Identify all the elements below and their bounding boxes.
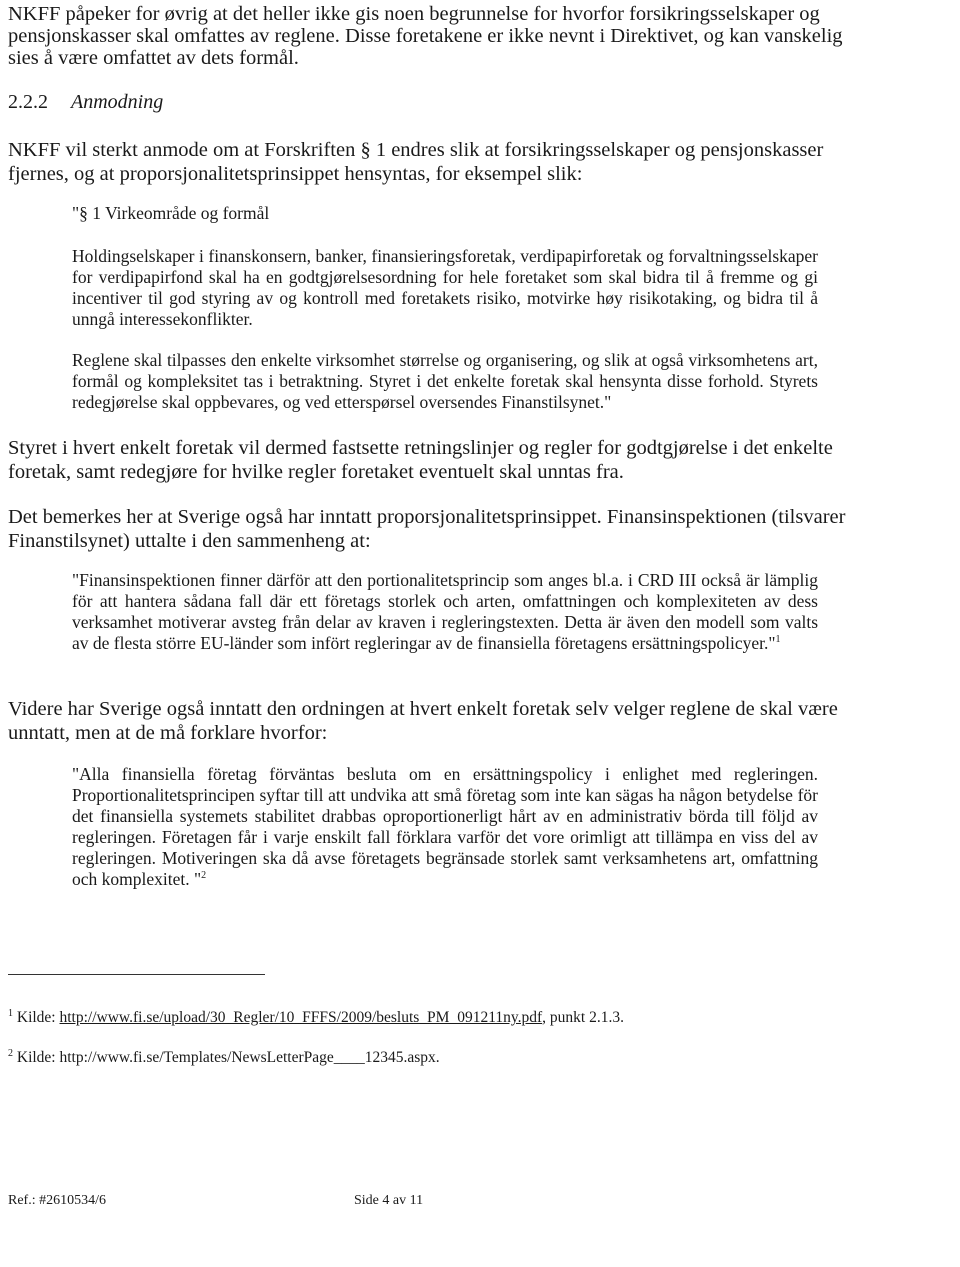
section-number: 2.2.2 xyxy=(8,91,48,113)
sweden2-line-2: unntatt, men at de må forklare hvorfor: xyxy=(8,722,328,744)
board-line-2: foretak, samt redegjøre for hvilke regler foretaket eventuelt skal unntas fra. xyxy=(8,461,624,483)
footnote-2-mark: 2 xyxy=(8,1047,13,1059)
board-line-1: Styret i hvert enkelt foretak vil dermed fastsette retningslinjer og regler for godtgjørelse i det enkelte xyxy=(8,437,833,459)
footnote-ref-1[interactable]: 1 xyxy=(775,634,781,646)
quote-1 xyxy=(72,570,818,654)
section-heading xyxy=(8,91,163,114)
proposal-paragraph-2: Reglene skal tilpasses den enkelte virksomhet størrelse og organisering, og slik at også virksomhetens art, formål og kompleksitet tas i betraktning. Styret i det enkelte foretak skal hensynta disse forhold. Styrets redegjørelse skal oppbevares, og ved etterspørsel oversendes Finanstilsynet." xyxy=(72,350,818,412)
sweden-line-2: Finanstilsynet) uttalte i den sammenheng at: xyxy=(8,530,371,552)
footer-page-number: Side 4 av 11 xyxy=(354,1193,424,1208)
sweden-line-1: Det bemerkes her at Sverige også har inntatt proporsjonalitetsprinsippet. Finansinspektionen (tilsvarer xyxy=(8,506,846,528)
proposal-paragraph-1: Holdingselskaper i finanskonsern, banker, finansieringsforetak, verdipapirforetak og forvaltningsselskaper for verdipapirfond skal ha en godtgjørelsesordning for hele foretaket som skal bidra til å fremme og gi incentiver til god styring av og kontroll med foretakets risiko, motvirke høy risikotaking, og bidra til å unngå interessekonflikter. xyxy=(72,246,818,329)
footer-reference: Ref.: #2610534/6 xyxy=(8,1193,106,1208)
footnote-1-label: Kilde: xyxy=(16,1009,60,1026)
intro-line-2: pensjonskasser skal omfattes av reglene. Disse foretakene er ikke nevnt i Direktivet, og kan vanskelig xyxy=(8,25,843,47)
section-title: Anmodning xyxy=(71,91,164,113)
quote-2 xyxy=(72,764,818,890)
footnote-1-rest: , punkt 2.1.3. xyxy=(542,1009,624,1026)
quote-1-text: "Finansinspektionen finner därför att den portionalitetsprincip som anges bl.a. i CRD III också är lämplig för att hantera sådana fall där ett företags storlek och arten, omfattningen och komplexiteten av dess verksamhet motiverar avsteg från delar av kraven i regleringstexten. Detta är även den modell som valts av de flesta större EU-länder som infört regleringar av de finansiella företagens ersättningspolicyer." xyxy=(72,570,818,653)
request-line-2: fjernes, og at proporsjonalitetsprinsippet hensyntas, for eksempel slik: xyxy=(8,163,583,185)
footnote-2-link: http://www.fi.se/Templates/NewsLetterPage____12345.aspx. xyxy=(59,1049,440,1066)
intro-line-3: sies å være omfattet av dets formål. xyxy=(8,47,299,69)
quote-2-text: "Alla finansiella företag förväntas besluta om en ersättningspolicy i enlighet med regleringen. Proportionalitetsprincipen syftar till att undvika att små företag som inte kan sägas ha någon betydelse för det finansiella systemets stabilitet drabbas oproportionerligt hårt av en administrativ börda till följd av regleringen. Företagen får i varje enskilt fall förklara varför det vore orimligt att tillämpa en viss del av regleringen. Motiveringen ska då avse företagets begränsade storlek samt verksamhetens art, omfattning och komplexitet. " xyxy=(72,764,818,889)
footnote-separator xyxy=(8,974,265,975)
footnote-2-label: Kilde: xyxy=(16,1049,60,1066)
intro-line-1: NKFF påpeker for øvrig at det heller ikke gis noen begrunnelse for hvorfor forsikringsselskaper og xyxy=(8,3,820,25)
footnote-2 xyxy=(8,1049,440,1067)
footnote-1 xyxy=(8,1009,624,1027)
footnote-1-mark: 1 xyxy=(8,1007,13,1019)
sweden2-line-1: Videre har Sverige også inntatt den ordningen at hvert enkelt foretak selv velger reglene de skal være xyxy=(8,698,838,720)
proposal-heading: "§ 1 Virkeområde og formål xyxy=(72,203,270,223)
request-line-1: NKFF vil sterkt anmode om at Forskriften § 1 endres slik at forsikringsselskaper og pensjonskasser xyxy=(8,139,824,161)
footnote-ref-2[interactable]: 2 xyxy=(201,870,207,882)
footnote-1-link[interactable]: http://www.fi.se/upload/30_Regler/10_FFFS/2009/besluts_PM_091211ny.pdf xyxy=(59,1009,543,1026)
